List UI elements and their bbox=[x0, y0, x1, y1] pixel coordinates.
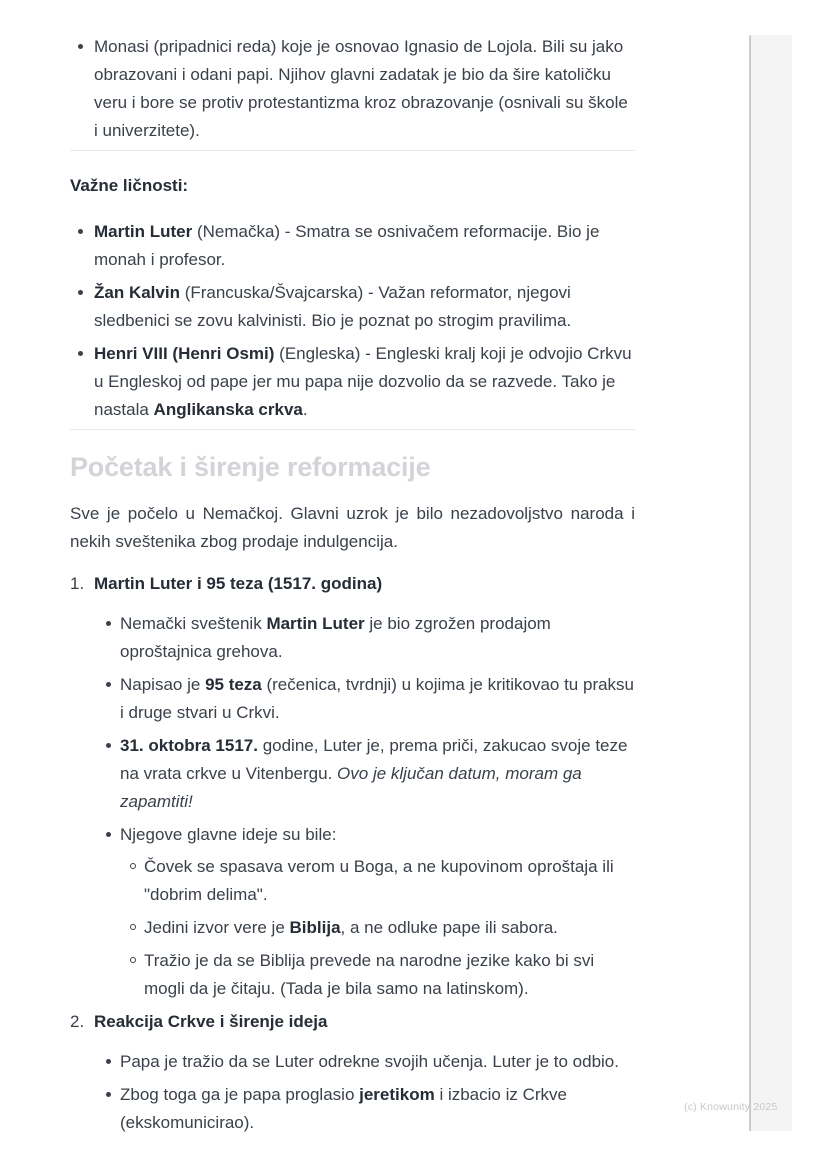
list-item-text: Zbog toga ga je papa proglasio jeretikom i izbacio iz Crkve (ekskomunicirao). bbox=[120, 1085, 567, 1132]
sub-bullet-list bbox=[94, 610, 635, 1003]
copyright-watermark: (c) Knowunity 2025 bbox=[684, 1101, 778, 1113]
list-item-text: Njegove glavne ideje su bile: bbox=[120, 825, 337, 844]
bullet-icon bbox=[78, 290, 83, 295]
sub-bullet-list bbox=[94, 1048, 635, 1137]
bullet-icon bbox=[106, 1092, 111, 1097]
circle-bullet-icon bbox=[130, 924, 136, 930]
bullet-icon bbox=[78, 351, 83, 356]
list-item-text: Žan Kalvin (Francuska/Švajcarska) - Važan reformator, njegovi sledbenici se zovu kalvinisti. Bio je poznat po strogim pravilima. bbox=[94, 283, 572, 330]
page-section-title: Početak i širenje reformacije bbox=[70, 452, 431, 482]
list-item bbox=[70, 33, 635, 145]
list-item-text: Čovek se spasava verom u Boga, a ne kupovinom oproštaja ili "dobrim delima". bbox=[144, 857, 614, 904]
list-item bbox=[94, 671, 635, 727]
bullet-icon bbox=[78, 44, 83, 49]
next-page-preview[interactable] bbox=[749, 35, 792, 1131]
bullet-icon bbox=[106, 682, 111, 687]
list-item bbox=[70, 279, 635, 335]
list-item bbox=[94, 610, 635, 666]
section-divider bbox=[70, 150, 635, 151]
list-item bbox=[70, 218, 635, 274]
document-content bbox=[70, 26, 635, 1142]
list-item-text: Nemački sveštenik Martin Luter je bio zgrožen prodajom oproštajnica grehova. bbox=[120, 614, 551, 661]
bullet-icon bbox=[106, 832, 111, 837]
bullet-icon bbox=[106, 621, 111, 626]
section-divider bbox=[70, 429, 635, 430]
numbered-item bbox=[70, 1008, 635, 1137]
list-item-text: Monasi (pripadnici reda) koje je osnovao Ignasio de Lojola. Bili su jako obrazovani i odani papi. Njihov glavni zadatak je bio da šire katoličku veru i bore se protiv protestantizma kroz obrazovanje (osnivali su škole i univerzitete). bbox=[94, 37, 628, 140]
circle-bullet-icon bbox=[130, 863, 136, 869]
list-item bbox=[120, 853, 635, 909]
list-item-text: Tražio je da se Biblija prevede na narodne jezike kako bi svi mogli da je čitaju. (Tada je bila samo na latinskom). bbox=[144, 951, 595, 998]
bullet-icon bbox=[106, 743, 111, 748]
list-item bbox=[94, 821, 635, 1003]
bullet-icon bbox=[106, 1059, 111, 1064]
people-bullet-list bbox=[70, 218, 635, 424]
list-item bbox=[120, 947, 635, 1003]
circle-bullet-icon bbox=[130, 957, 136, 963]
idea-bullet-list bbox=[120, 853, 635, 1003]
list-item bbox=[70, 340, 635, 424]
people-section-heading: Važne ličnosti: bbox=[70, 176, 189, 195]
list-item-text: Napisao je 95 teza (rečenica, tvrdnji) u kojima je kritikovao tu praksu i druge stvari u Crkvi. bbox=[120, 675, 635, 722]
list-item bbox=[120, 914, 635, 942]
list-item-text: 31. oktobra 1517. godine, Luter je, prema priči, zakucao svoje teze na vrata crkve u Vitenbergu. Ovo je ključan datum, moram ga zapamtiti! bbox=[120, 736, 628, 811]
numbered-item-title: Reakcija Crkve i širenje ideja bbox=[94, 1012, 328, 1031]
numbered-list bbox=[70, 570, 635, 1137]
list-item-text: Henri VIII (Henri Osmi) (Engleska) - Engleski kralj koji je odvojio Crkvu u Engleskoj od pape jer mu papa nije dozvolio da se razvede. Tako je nastala Anglikanska crkva. bbox=[94, 344, 632, 419]
item-number: 2. bbox=[70, 1012, 85, 1031]
list-item bbox=[94, 732, 635, 816]
numbered-item bbox=[70, 570, 635, 1003]
bullet-icon bbox=[78, 229, 83, 234]
list-item-text: Jedini izvor vere je Biblija, a ne odluke pape ili sabora. bbox=[144, 918, 558, 937]
list-item bbox=[94, 1048, 635, 1076]
list-item-text: Papa je tražio da se Luter odrekne svojih učenja. Luter je to odbio. bbox=[120, 1052, 619, 1071]
numbered-item-title: Martin Luter i 95 teza (1517. godina) bbox=[94, 574, 383, 593]
list-item-text: Martin Luter (Nemačka) - Smatra se osnivačem reformacije. Bio je monah i profesor. bbox=[94, 222, 600, 269]
section-paragraph: Sve je počelo u Nemačkoj. Glavni uzrok je bilo nezadovoljstvo naroda i nekih sveštenika zbog prodaje indulgencija. bbox=[70, 504, 635, 551]
intro-bullet-list bbox=[70, 33, 635, 145]
list-item bbox=[94, 1081, 635, 1137]
item-number: 1. bbox=[70, 574, 85, 593]
